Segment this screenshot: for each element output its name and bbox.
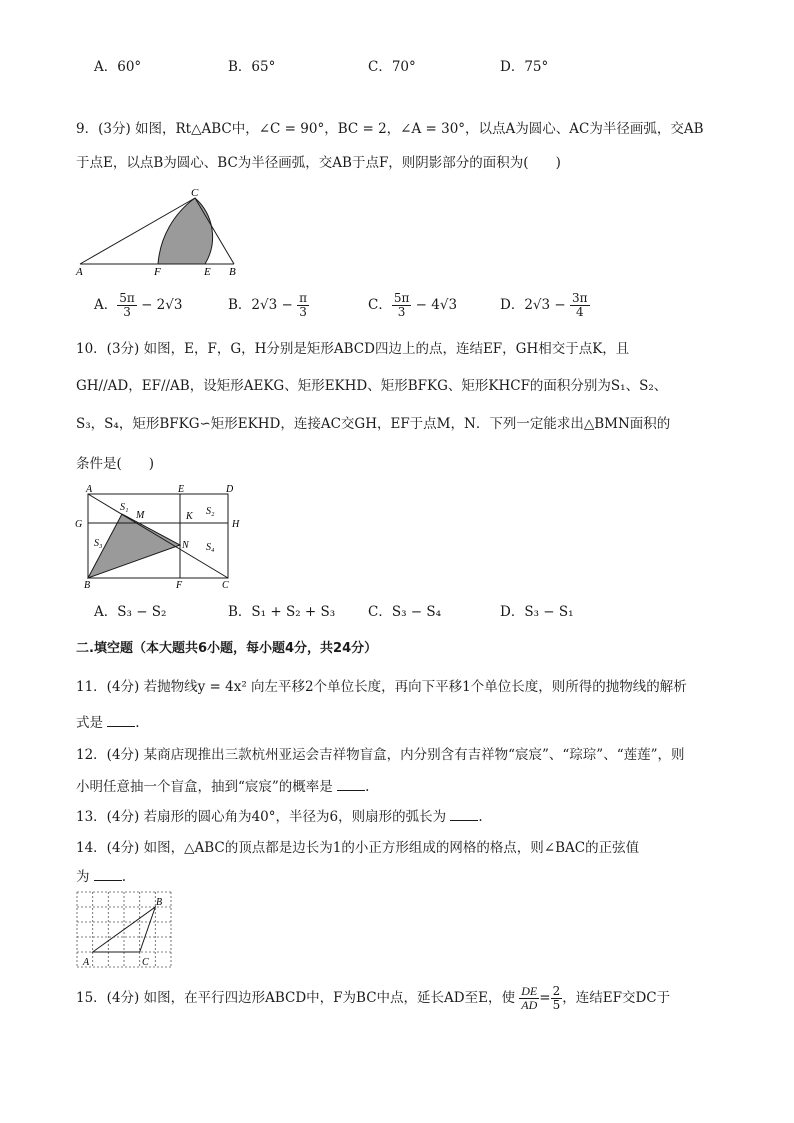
q10-label-m: M xyxy=(136,510,145,521)
q10-label-a: A xyxy=(86,484,93,495)
q9-label-c: C xyxy=(191,187,199,199)
q10-line-3: S₃，S₄，矩形BFKG∽矩形EKHD，连接AC交GH，EF于点M，N．下列一定能求出△BMN面积的 xyxy=(76,416,671,432)
q8-option-a: A．60° xyxy=(94,59,142,75)
q9-label-e: E xyxy=(204,266,211,278)
q10-option-a: A．S₃ − S₂ xyxy=(94,604,167,620)
q9-shaded-region xyxy=(158,198,213,264)
q10-label-b: B xyxy=(84,580,91,590)
q10-option-d: D．S₃ − S₁ xyxy=(500,604,574,620)
q10-label-g: G xyxy=(75,519,83,530)
q10-label-d: D xyxy=(226,484,234,495)
q10-option-b: B．S₁ + S₂ + S₃ xyxy=(228,604,336,620)
q11-line-2: 式是 . xyxy=(76,715,140,731)
q14-label-a: A xyxy=(83,957,90,968)
q10-line-1: 10．(3分) 如图，E，F，G，H分别是矩形ABCD四边上的点，连结EF，GH相交于点K，且 xyxy=(76,341,630,357)
q14-answer-blank[interactable] xyxy=(94,868,122,881)
q9-figure xyxy=(70,186,250,278)
q10-line-2: GH//AD，EF//AB，设矩形AEKG、矩形EKHD、矩形BFKG、矩形KHCF的面积分别为S₁、S₂、 xyxy=(76,378,668,394)
q10-line-4: 条件是( ) xyxy=(76,456,155,472)
q15-line-1: 15．(4分) 如图，在平行四边形ABCD中，F为BC中点，延长AD至E，使 $\frac{DE}{AD}$ = $\frac{2}{5}$ ，连结EF交DC于 xyxy=(76,984,671,1012)
q14-label-c: C xyxy=(142,957,149,968)
q12-line-1: 12．(4分) 某商店现推出三款杭州亚运会吉祥物盲盒，内分别含有吉祥物“宸宸”、“琮琮”、“莲莲”，则 xyxy=(76,747,685,763)
q8-option-b: B．65° xyxy=(228,59,276,75)
q9-option-d: D．2√3 − $\frac{3\pi}{4}$ xyxy=(500,291,588,319)
q8-option-d: D．75° xyxy=(500,59,549,75)
q9-line-1: 9．(3分) 如图，Rt△ABC中，∠C = 90°，BC = 2，∠A = 30°，以点A为圆心、AC为半径画弧，交AB xyxy=(76,121,704,137)
q9-label-b: B xyxy=(229,266,236,278)
q9-line-2: 于点E，以点B为圆心、BC为半径画弧，交AB于点F，则阴影部分的面积为( ) xyxy=(76,155,561,171)
q12-answer-blank[interactable] xyxy=(337,778,365,791)
q15-ratio-fraction: $\frac{DE}{AD}$ xyxy=(521,984,538,1012)
q13-line-1: 13．(4分) 若扇形的圆心角为40°，半径为6，则扇形的弧长为 . xyxy=(76,809,483,825)
section-2-heading: 二.填空题（本大题共6小题，每小题4分，共24分） xyxy=(76,641,378,656)
q12-line-2: 小明任意抽一个盲盒，抽到“宸宸”的概率是 . xyxy=(76,779,370,795)
q10-label-e: E xyxy=(178,484,185,495)
q9-option-a: A． $\frac{5\pi}{3}$ − 2√3 xyxy=(94,291,183,319)
q10-label-c: C xyxy=(222,580,229,590)
q11-line-1: 11．(4分) 若抛物线y = 4x² 向左平移2个单位长度，再向下平移1个单位长度，则所得的抛物线的解析 xyxy=(76,679,687,695)
q9-label-f: F xyxy=(154,266,161,278)
q10-figure xyxy=(72,482,247,590)
q11-answer-blank[interactable] xyxy=(107,714,135,727)
q10-label-f: F xyxy=(176,580,183,590)
q8-option-c: C．70° xyxy=(368,59,416,75)
q9-label-a: A xyxy=(76,266,83,278)
q10-label-s1: S₁ xyxy=(120,502,129,513)
q10-label-k: K xyxy=(186,511,193,522)
q9-option-b: B．2√3 − $\frac{\pi}{3}$ xyxy=(228,291,307,319)
q10-label-s4: S₄ xyxy=(206,542,215,553)
q10-label-s2: S₂ xyxy=(206,506,215,517)
q14-line-1: 14．(4分) 如图，△ABC的顶点都是边长为1的小正方形组成的网格的格点，则∠BAC的正弦值 xyxy=(76,840,640,856)
q9-option-c: C． $\frac{5\pi}{3}$ − 4√3 xyxy=(368,291,458,319)
q14-line-2: 为 . xyxy=(76,869,127,885)
q10-label-h: H xyxy=(232,519,240,530)
q10-option-c: C．S₃ − S₄ xyxy=(368,604,442,620)
q13-answer-blank[interactable] xyxy=(450,808,478,821)
q14-grid-figure xyxy=(74,889,174,971)
q10-label-s3: S₃ xyxy=(94,538,103,549)
q14-label-b: B xyxy=(156,897,163,908)
q10-label-n: N xyxy=(182,540,189,551)
